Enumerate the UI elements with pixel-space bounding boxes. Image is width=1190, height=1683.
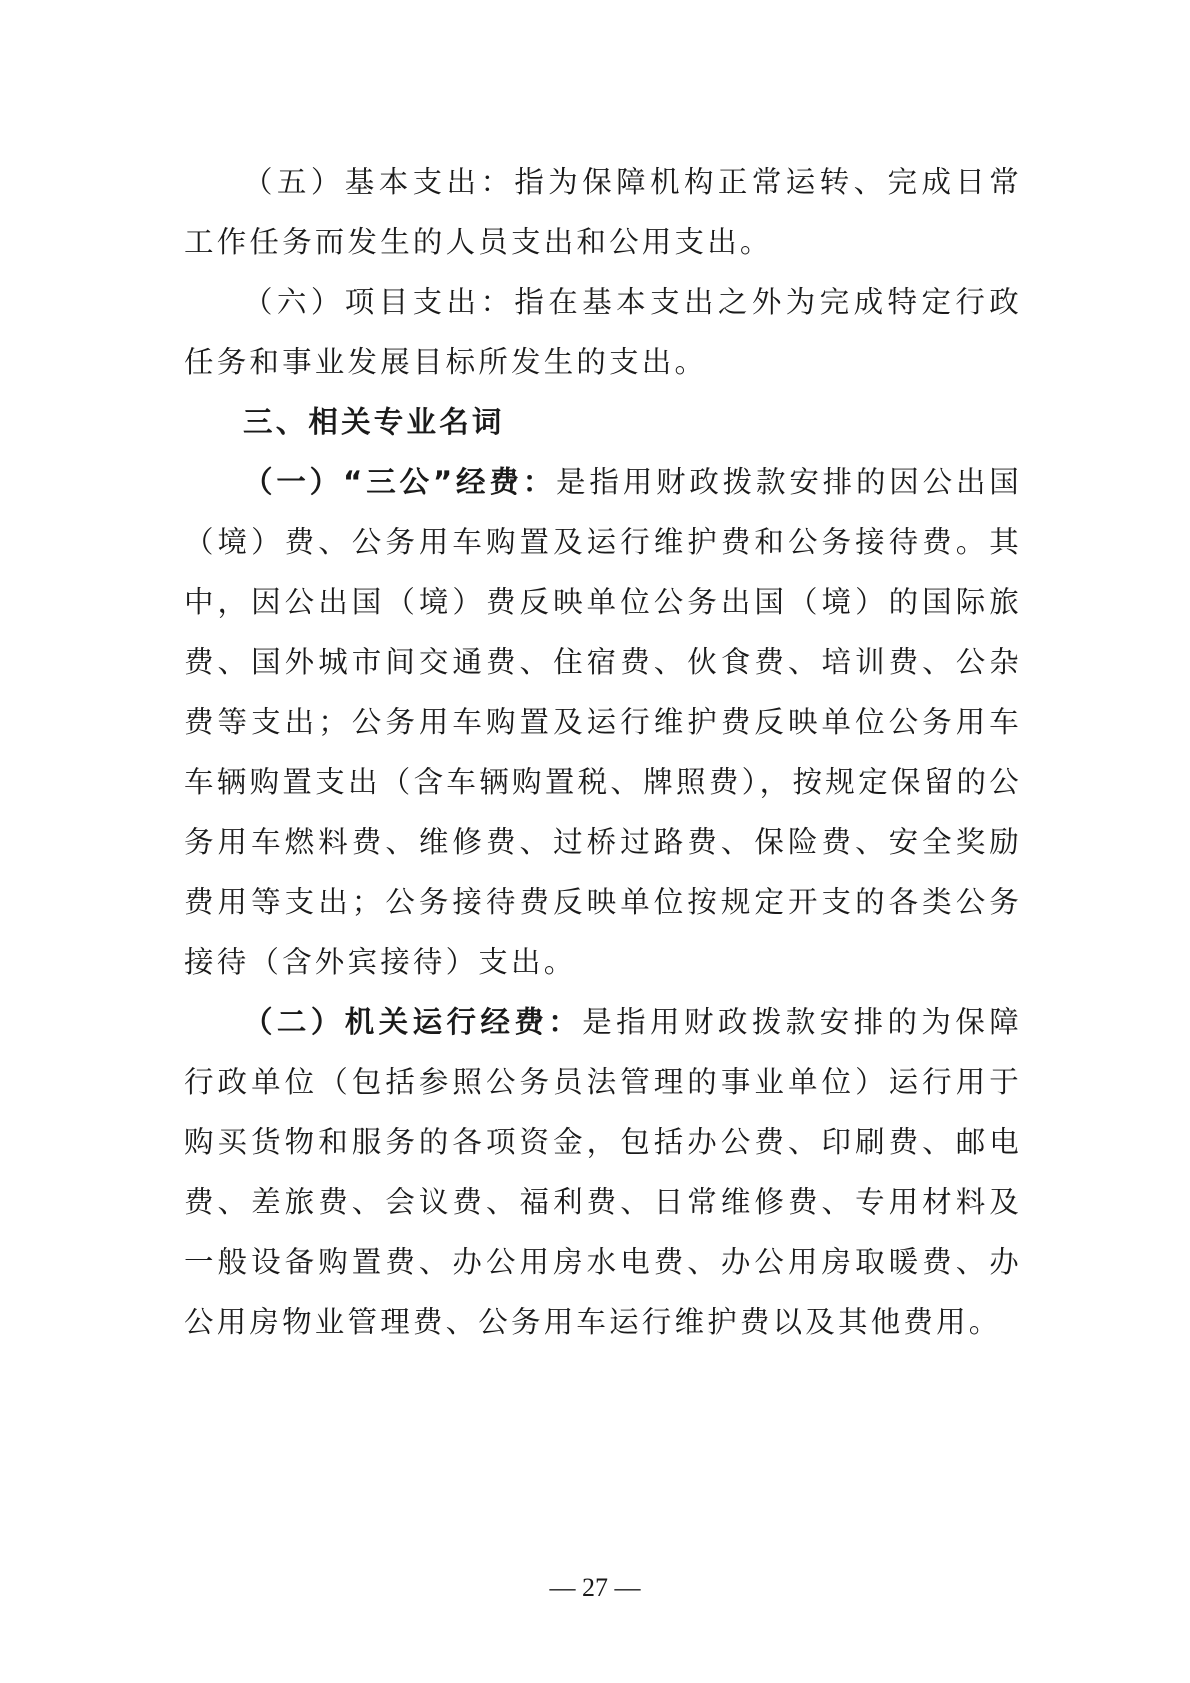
page-number: — 27 — <box>549 1573 641 1602</box>
document-body <box>184 152 1022 1352</box>
term-agency-operating-expenses: （二）机关运行经费： <box>243 1005 583 1039</box>
paragraph-three-public-expenses <box>184 452 1022 992</box>
paragraph-basic-expenditure: （五）基本支出：指为保障机构正常运转、完成日常工作任务而发生的人员支出和公用支出。 <box>184 165 1022 259</box>
term-three-public-expenses: （一）“三公”经费： <box>243 465 557 499</box>
paragraph-agency-operating-expenses <box>184 992 1022 1352</box>
section-heading: 三、相关专业名词 <box>243 405 505 439</box>
definition-three-public-expenses: 是指用财政拨款安排的因公出国（境）费、公务用车购置及运行维护费和公务接待费。其中，因公出国（境）费反映单位公务出国（境）的国际旅费、国外城市间交通费、住宿费、伙食费、培训费、公杂费等支出；公务用车购置及运行维护费反映单位公务用车车辆购置支出（含车辆购置税、牌照费），按规定保留的公务用车燃料费、维修费、过桥过路费、保险费、安全奖励费用等支出；公务接待费反映单位按规定开支的各类公务接待（含外宾接待）支出。 <box>184 465 1022 979</box>
definition-agency-operating-expenses: 是指用财政拨款安排的为保障行政单位（包括参照公务员法管理的事业单位）运行用于购买货物和服务的各项资金，包括办公费、印刷费、邮电费、差旅费、会议费、福利费、日常维修费、专用材料及一般设备购置费、办公用房水电费、办公用房取暖费、办公用房物业管理费、公务用车运行维护费以及其他费用。 <box>184 1005 1022 1339</box>
paragraph-project-expenditure: （六）项目支出：指在基本支出之外为完成特定行政任务和事业发展目标所发生的支出。 <box>184 285 1022 379</box>
